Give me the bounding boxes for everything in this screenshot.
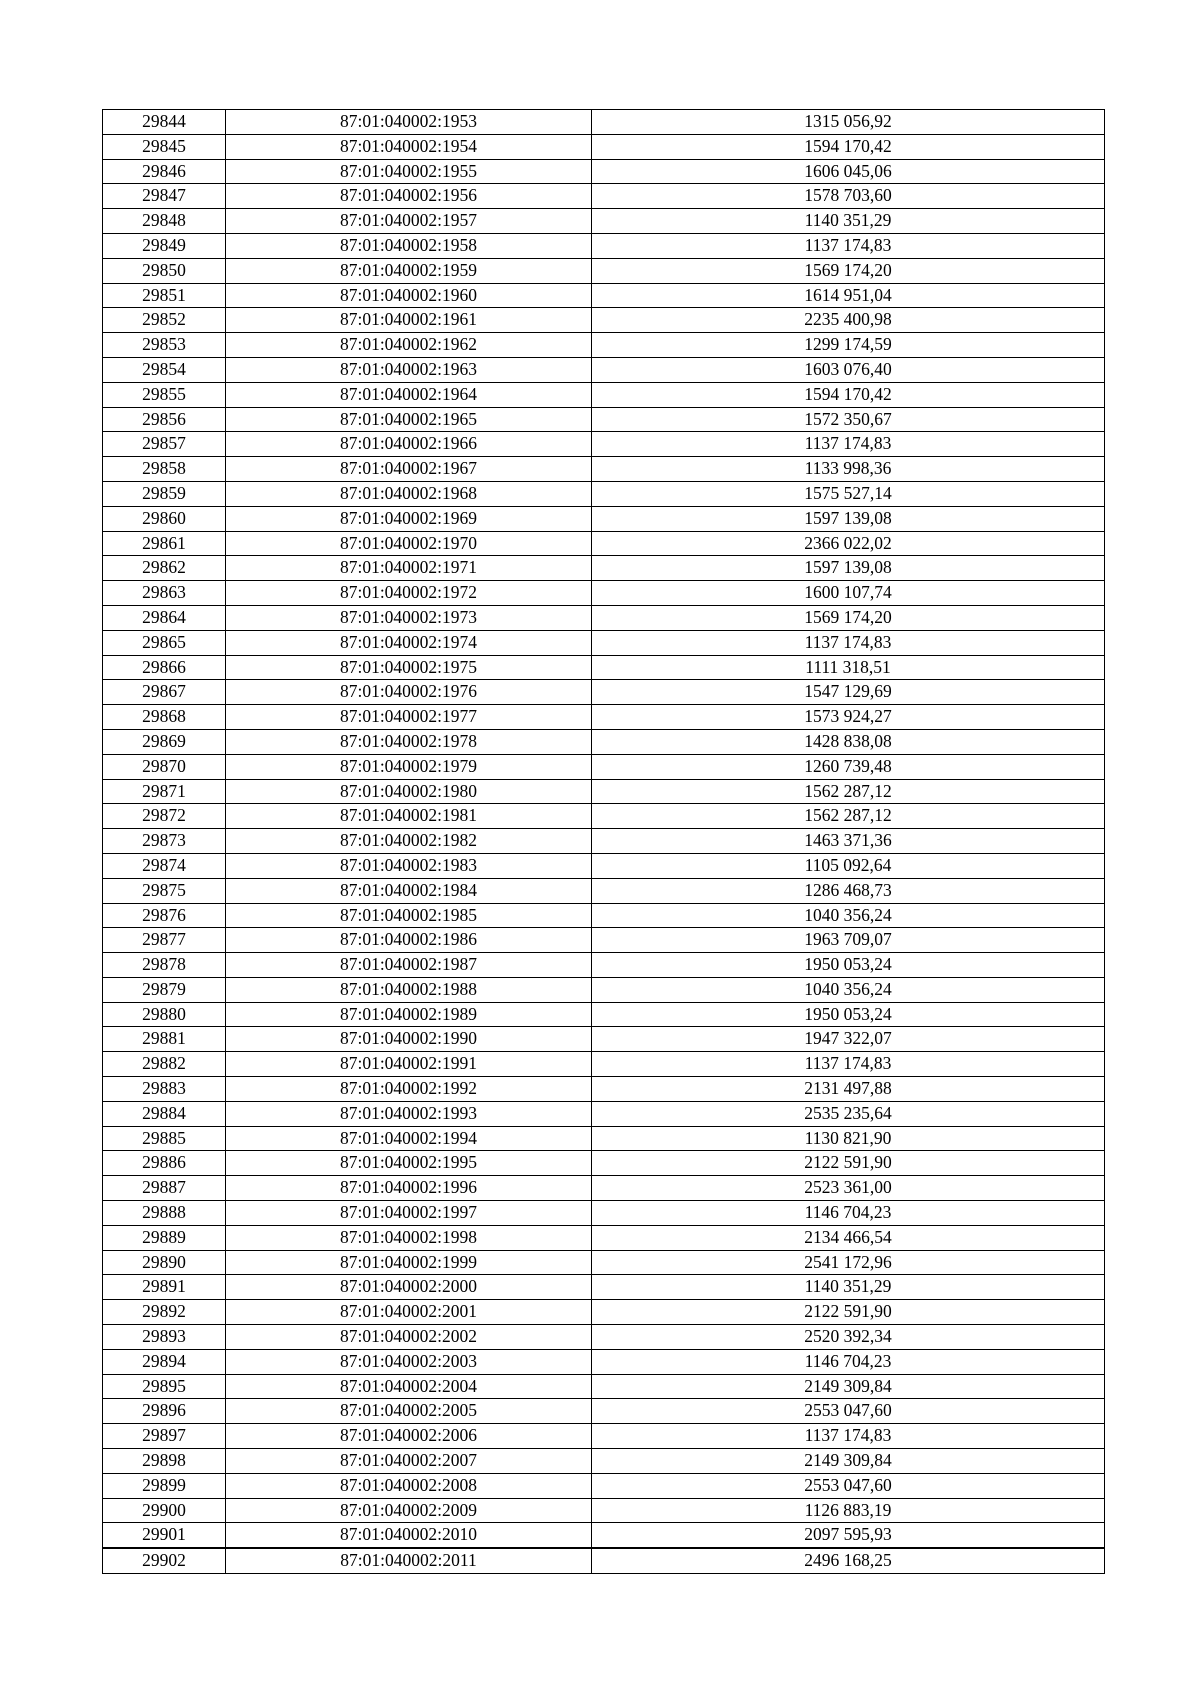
- table-row: [103, 977, 1105, 1002]
- cadastral-value-cell: 1137 174,83: [592, 1052, 1105, 1077]
- cadastral-value-cell: 1126 883,19: [592, 1498, 1105, 1523]
- table-row: [103, 283, 1105, 308]
- cadastral-number-cell: 87:01:040002:1960: [226, 283, 592, 308]
- cadastral-number-cell: 87:01:040002:1975: [226, 655, 592, 680]
- table-row: [103, 233, 1105, 258]
- cadastral-number-cell: 87:01:040002:1955: [226, 159, 592, 184]
- row-number-cell: 29875: [103, 878, 226, 903]
- table-row: [103, 457, 1105, 482]
- table-row: [103, 1473, 1105, 1498]
- cadastral-value-cell: 1315 056,92: [592, 110, 1105, 135]
- cadastral-number-cell: 87:01:040002:1992: [226, 1077, 592, 1102]
- cadastral-number-cell: 87:01:040002:1995: [226, 1151, 592, 1176]
- cadastral-number-cell: 87:01:040002:1968: [226, 481, 592, 506]
- table-row: [103, 680, 1105, 705]
- cadastral-number-cell: 87:01:040002:1988: [226, 977, 592, 1002]
- cadastral-value-cell: 2553 047,60: [592, 1399, 1105, 1424]
- row-number-cell: 29863: [103, 581, 226, 606]
- cadastral-number-cell: 87:01:040002:1991: [226, 1052, 592, 1077]
- row-number-cell: 29853: [103, 333, 226, 358]
- cadastral-value-cell: 1133 998,36: [592, 457, 1105, 482]
- cadastral-number-cell: 87:01:040002:1987: [226, 953, 592, 978]
- row-number-cell: 29871: [103, 779, 226, 804]
- table-row: [103, 407, 1105, 432]
- cadastral-number-cell: 87:01:040002:1964: [226, 382, 592, 407]
- cadastral-value-cell: 1463 371,36: [592, 829, 1105, 854]
- table-row: [103, 1399, 1105, 1424]
- cadastral-number-cell: 87:01:040002:2010: [226, 1523, 592, 1548]
- row-number-cell: 29890: [103, 1250, 226, 1275]
- row-number-cell: 29893: [103, 1325, 226, 1350]
- cadastral-value-cell: 2496 168,25: [592, 1548, 1105, 1573]
- cadastral-number-cell: 87:01:040002:2002: [226, 1325, 592, 1350]
- cadastral-number-cell: 87:01:040002:1981: [226, 804, 592, 829]
- cadastral-number-cell: 87:01:040002:2001: [226, 1300, 592, 1325]
- row-number-cell: 29901: [103, 1523, 226, 1548]
- table-row: [103, 779, 1105, 804]
- table-row: [103, 1498, 1105, 1523]
- cadastral-number-cell: 87:01:040002:1979: [226, 754, 592, 779]
- cadastral-value-cell: 1111 318,51: [592, 655, 1105, 680]
- table-row: [103, 159, 1105, 184]
- cadastral-value-cell: 1573 924,27: [592, 705, 1105, 730]
- row-number-cell: 29845: [103, 134, 226, 159]
- row-number-cell: 29861: [103, 531, 226, 556]
- table-row: [103, 655, 1105, 680]
- table-row: [103, 308, 1105, 333]
- cadastral-value-cell: 2235 400,98: [592, 308, 1105, 333]
- cadastral-value-cell: 1606 045,06: [592, 159, 1105, 184]
- row-number-cell: 29855: [103, 382, 226, 407]
- cadastral-number-cell: 87:01:040002:1963: [226, 357, 592, 382]
- cadastral-number-cell: 87:01:040002:2000: [226, 1275, 592, 1300]
- cadastral-value-cell: 1146 704,23: [592, 1349, 1105, 1374]
- row-number-cell: 29850: [103, 258, 226, 283]
- cadastral-number-cell: 87:01:040002:1972: [226, 581, 592, 606]
- cadastral-number-cell: 87:01:040002:2008: [226, 1473, 592, 1498]
- cadastral-number-cell: 87:01:040002:1986: [226, 928, 592, 953]
- row-number-cell: 29864: [103, 605, 226, 630]
- cadastral-value-cell: 1130 821,90: [592, 1126, 1105, 1151]
- cadastral-number-cell: 87:01:040002:2004: [226, 1374, 592, 1399]
- table-row: [103, 903, 1105, 928]
- cadastral-number-cell: 87:01:040002:1966: [226, 432, 592, 457]
- table-row: [103, 928, 1105, 953]
- cadastral-number-cell: 87:01:040002:1984: [226, 878, 592, 903]
- table-row: [103, 1374, 1105, 1399]
- row-number-cell: 29902: [103, 1548, 226, 1573]
- cadastral-value-cell: 1547 129,69: [592, 680, 1105, 705]
- cadastral-number-cell: 87:01:040002:1985: [226, 903, 592, 928]
- row-number-cell: 29856: [103, 407, 226, 432]
- cadastral-value-cell: 2122 591,90: [592, 1300, 1105, 1325]
- cadastral-value-cell: 1950 053,24: [592, 1002, 1105, 1027]
- table-row: [103, 184, 1105, 209]
- cadastral-number-cell: 87:01:040002:1977: [226, 705, 592, 730]
- row-number-cell: 29846: [103, 159, 226, 184]
- cadastral-value-cell: 1286 468,73: [592, 878, 1105, 903]
- row-number-cell: 29873: [103, 829, 226, 854]
- row-number-cell: 29900: [103, 1498, 226, 1523]
- cadastral-value-cell: 1614 951,04: [592, 283, 1105, 308]
- cadastral-number-cell: 87:01:040002:1978: [226, 729, 592, 754]
- cadastral-value-cell: 1597 139,08: [592, 506, 1105, 531]
- table-row: [103, 1275, 1105, 1300]
- table-row: [103, 754, 1105, 779]
- cadastral-value-cell: 1562 287,12: [592, 804, 1105, 829]
- table-row: [103, 1027, 1105, 1052]
- row-number-cell: 29898: [103, 1449, 226, 1474]
- cadastral-number-cell: 87:01:040002:1997: [226, 1201, 592, 1226]
- table-row: [103, 953, 1105, 978]
- table-row: [103, 1176, 1105, 1201]
- row-number-cell: 29848: [103, 209, 226, 234]
- cadastral-value-cell: 2097 595,93: [592, 1523, 1105, 1548]
- table-row: [103, 878, 1105, 903]
- cadastral-value-cell: 1146 704,23: [592, 1201, 1105, 1226]
- table-row: [103, 581, 1105, 606]
- table-row: [103, 357, 1105, 382]
- cadastral-value-cell: 1137 174,83: [592, 1424, 1105, 1449]
- table-row: [103, 1002, 1105, 1027]
- row-number-cell: 29847: [103, 184, 226, 209]
- row-number-cell: 29879: [103, 977, 226, 1002]
- row-number-cell: 29884: [103, 1101, 226, 1126]
- table-row: [103, 1077, 1105, 1102]
- cadastral-number-cell: 87:01:040002:1996: [226, 1176, 592, 1201]
- table-row: [103, 705, 1105, 730]
- cadastral-value-cell: 1594 170,42: [592, 382, 1105, 407]
- cadastral-number-cell: 87:01:040002:1983: [226, 853, 592, 878]
- cadastral-number-cell: 87:01:040002:1990: [226, 1027, 592, 1052]
- row-number-cell: 29877: [103, 928, 226, 953]
- table-row: [103, 853, 1105, 878]
- cadastral-value-cell: 1137 174,83: [592, 233, 1105, 258]
- cadastral-value-cell: 1140 351,29: [592, 1275, 1105, 1300]
- cadastral-number-cell: 87:01:040002:1993: [226, 1101, 592, 1126]
- cadastral-value-cell: 2122 591,90: [592, 1151, 1105, 1176]
- cadastral-number-cell: 87:01:040002:2005: [226, 1399, 592, 1424]
- row-number-cell: 29878: [103, 953, 226, 978]
- cadastral-value-cell: 1299 174,59: [592, 333, 1105, 358]
- row-number-cell: 29888: [103, 1201, 226, 1226]
- cadastral-number-cell: 87:01:040002:1965: [226, 407, 592, 432]
- row-number-cell: 29868: [103, 705, 226, 730]
- table-row: [103, 1424, 1105, 1449]
- cadastral-number-cell: 87:01:040002:1976: [226, 680, 592, 705]
- row-number-cell: 29899: [103, 1473, 226, 1498]
- table-row: [103, 432, 1105, 457]
- row-number-cell: 29866: [103, 655, 226, 680]
- table-row: [103, 605, 1105, 630]
- cadastral-value-cell: 1137 174,83: [592, 432, 1105, 457]
- row-number-cell: 29891: [103, 1275, 226, 1300]
- cadastral-number-cell: 87:01:040002:1962: [226, 333, 592, 358]
- table-row: [103, 1523, 1105, 1548]
- cadastral-value-cell: 2520 392,34: [592, 1325, 1105, 1350]
- cadastral-number-cell: 87:01:040002:1982: [226, 829, 592, 854]
- table-row: [103, 1151, 1105, 1176]
- cadastral-value-cell: 1040 356,24: [592, 903, 1105, 928]
- table-row: [103, 258, 1105, 283]
- row-number-cell: 29858: [103, 457, 226, 482]
- row-number-cell: 29895: [103, 1374, 226, 1399]
- row-number-cell: 29886: [103, 1151, 226, 1176]
- cadastral-value-cell: 2149 309,84: [592, 1374, 1105, 1399]
- row-number-cell: 29854: [103, 357, 226, 382]
- row-number-cell: 29872: [103, 804, 226, 829]
- table-row: [103, 1126, 1105, 1151]
- cadastral-value-cell: 1963 709,07: [592, 928, 1105, 953]
- table-row: [103, 1548, 1105, 1573]
- table-row: [103, 506, 1105, 531]
- cadastral-value-table: [102, 109, 1105, 1574]
- table-row: [103, 829, 1105, 854]
- table-row: [103, 556, 1105, 581]
- row-number-cell: 29896: [103, 1399, 226, 1424]
- row-number-cell: 29852: [103, 308, 226, 333]
- cadastral-value-cell: 1600 107,74: [592, 581, 1105, 606]
- cadastral-value-cell: 1950 053,24: [592, 953, 1105, 978]
- cadastral-value-cell: 2134 466,54: [592, 1225, 1105, 1250]
- cadastral-value-cell: 1947 322,07: [592, 1027, 1105, 1052]
- cadastral-number-cell: 87:01:040002:1969: [226, 506, 592, 531]
- cadastral-value-cell: 1578 703,60: [592, 184, 1105, 209]
- row-number-cell: 29851: [103, 283, 226, 308]
- cadastral-value-cell: 2149 309,84: [592, 1449, 1105, 1474]
- table-row: [103, 333, 1105, 358]
- table-row: [103, 1052, 1105, 1077]
- table-row: [103, 630, 1105, 655]
- cadastral-value-cell: 1572 350,67: [592, 407, 1105, 432]
- row-number-cell: 29859: [103, 481, 226, 506]
- row-number-cell: 29857: [103, 432, 226, 457]
- row-number-cell: 29867: [103, 680, 226, 705]
- cadastral-number-cell: 87:01:040002:1954: [226, 134, 592, 159]
- row-number-cell: 29897: [103, 1424, 226, 1449]
- cadastral-value-cell: 1140 351,29: [592, 209, 1105, 234]
- row-number-cell: 29860: [103, 506, 226, 531]
- cadastral-value-cell: 1260 739,48: [592, 754, 1105, 779]
- table-row: [103, 1225, 1105, 1250]
- row-number-cell: 29883: [103, 1077, 226, 1102]
- cadastral-number-cell: 87:01:040002:1998: [226, 1225, 592, 1250]
- cadastral-number-cell: 87:01:040002:1953: [226, 110, 592, 135]
- cadastral-value-cell: 1569 174,20: [592, 258, 1105, 283]
- row-number-cell: 29887: [103, 1176, 226, 1201]
- table-row: [103, 209, 1105, 234]
- table-row: [103, 110, 1105, 135]
- table-row: [103, 531, 1105, 556]
- table-row: [103, 1201, 1105, 1226]
- table-row: [103, 134, 1105, 159]
- row-number-cell: 29862: [103, 556, 226, 581]
- cadastral-number-cell: 87:01:040002:1956: [226, 184, 592, 209]
- table-row: [103, 729, 1105, 754]
- table-row: [103, 1300, 1105, 1325]
- cadastral-number-cell: 87:01:040002:2006: [226, 1424, 592, 1449]
- table-row: [103, 1449, 1105, 1474]
- cadastral-number-cell: 87:01:040002:1999: [226, 1250, 592, 1275]
- cadastral-number-cell: 87:01:040002:2007: [226, 1449, 592, 1474]
- cadastral-value-cell: 1569 174,20: [592, 605, 1105, 630]
- row-number-cell: 29894: [103, 1349, 226, 1374]
- cadastral-number-cell: 87:01:040002:2009: [226, 1498, 592, 1523]
- cadastral-value-cell: 1594 170,42: [592, 134, 1105, 159]
- cadastral-number-cell: 87:01:040002:1961: [226, 308, 592, 333]
- row-number-cell: 29892: [103, 1300, 226, 1325]
- cadastral-number-cell: 87:01:040002:1959: [226, 258, 592, 283]
- row-number-cell: 29865: [103, 630, 226, 655]
- table-row: [103, 1349, 1105, 1374]
- table-row: [103, 382, 1105, 407]
- cadastral-number-cell: 87:01:040002:1973: [226, 605, 592, 630]
- cadastral-number-cell: 87:01:040002:1958: [226, 233, 592, 258]
- table-row: [103, 804, 1105, 829]
- cadastral-value-cell: 2553 047,60: [592, 1473, 1105, 1498]
- row-number-cell: 29885: [103, 1126, 226, 1151]
- cadastral-number-cell: 87:01:040002:2003: [226, 1349, 592, 1374]
- cadastral-number-cell: 87:01:040002:1994: [226, 1126, 592, 1151]
- table-body: [103, 110, 1105, 1574]
- row-number-cell: 29844: [103, 110, 226, 135]
- row-number-cell: 29874: [103, 853, 226, 878]
- row-number-cell: 29880: [103, 1002, 226, 1027]
- table-row: [103, 481, 1105, 506]
- cadastral-value-cell: 2535 235,64: [592, 1101, 1105, 1126]
- table-row: [103, 1250, 1105, 1275]
- cadastral-value-cell: 1597 139,08: [592, 556, 1105, 581]
- row-number-cell: 29876: [103, 903, 226, 928]
- cadastral-value-cell: 1603 076,40: [592, 357, 1105, 382]
- cadastral-number-cell: 87:01:040002:2011: [226, 1548, 592, 1573]
- cadastral-value-cell: 1137 174,83: [592, 630, 1105, 655]
- table-row: [103, 1325, 1105, 1350]
- cadastral-value-cell: 2541 172,96: [592, 1250, 1105, 1275]
- cadastral-value-cell: 1105 092,64: [592, 853, 1105, 878]
- cadastral-number-cell: 87:01:040002:1967: [226, 457, 592, 482]
- cadastral-value-cell: 1040 356,24: [592, 977, 1105, 1002]
- row-number-cell: 29881: [103, 1027, 226, 1052]
- cadastral-value-cell: 1575 527,14: [592, 481, 1105, 506]
- cadastral-number-cell: 87:01:040002:1957: [226, 209, 592, 234]
- cadastral-number-cell: 87:01:040002:1970: [226, 531, 592, 556]
- document-table-container: [102, 109, 1104, 1574]
- cadastral-value-cell: 1428 838,08: [592, 729, 1105, 754]
- cadastral-number-cell: 87:01:040002:1971: [226, 556, 592, 581]
- cadastral-number-cell: 87:01:040002:1980: [226, 779, 592, 804]
- cadastral-value-cell: 2523 361,00: [592, 1176, 1105, 1201]
- row-number-cell: 29889: [103, 1225, 226, 1250]
- cadastral-value-cell: 2366 022,02: [592, 531, 1105, 556]
- row-number-cell: 29870: [103, 754, 226, 779]
- row-number-cell: 29869: [103, 729, 226, 754]
- cadastral-value-cell: 2131 497,88: [592, 1077, 1105, 1102]
- table-row: [103, 1101, 1105, 1126]
- cadastral-number-cell: 87:01:040002:1989: [226, 1002, 592, 1027]
- cadastral-value-cell: 1562 287,12: [592, 779, 1105, 804]
- row-number-cell: 29849: [103, 233, 226, 258]
- cadastral-number-cell: 87:01:040002:1974: [226, 630, 592, 655]
- row-number-cell: 29882: [103, 1052, 226, 1077]
